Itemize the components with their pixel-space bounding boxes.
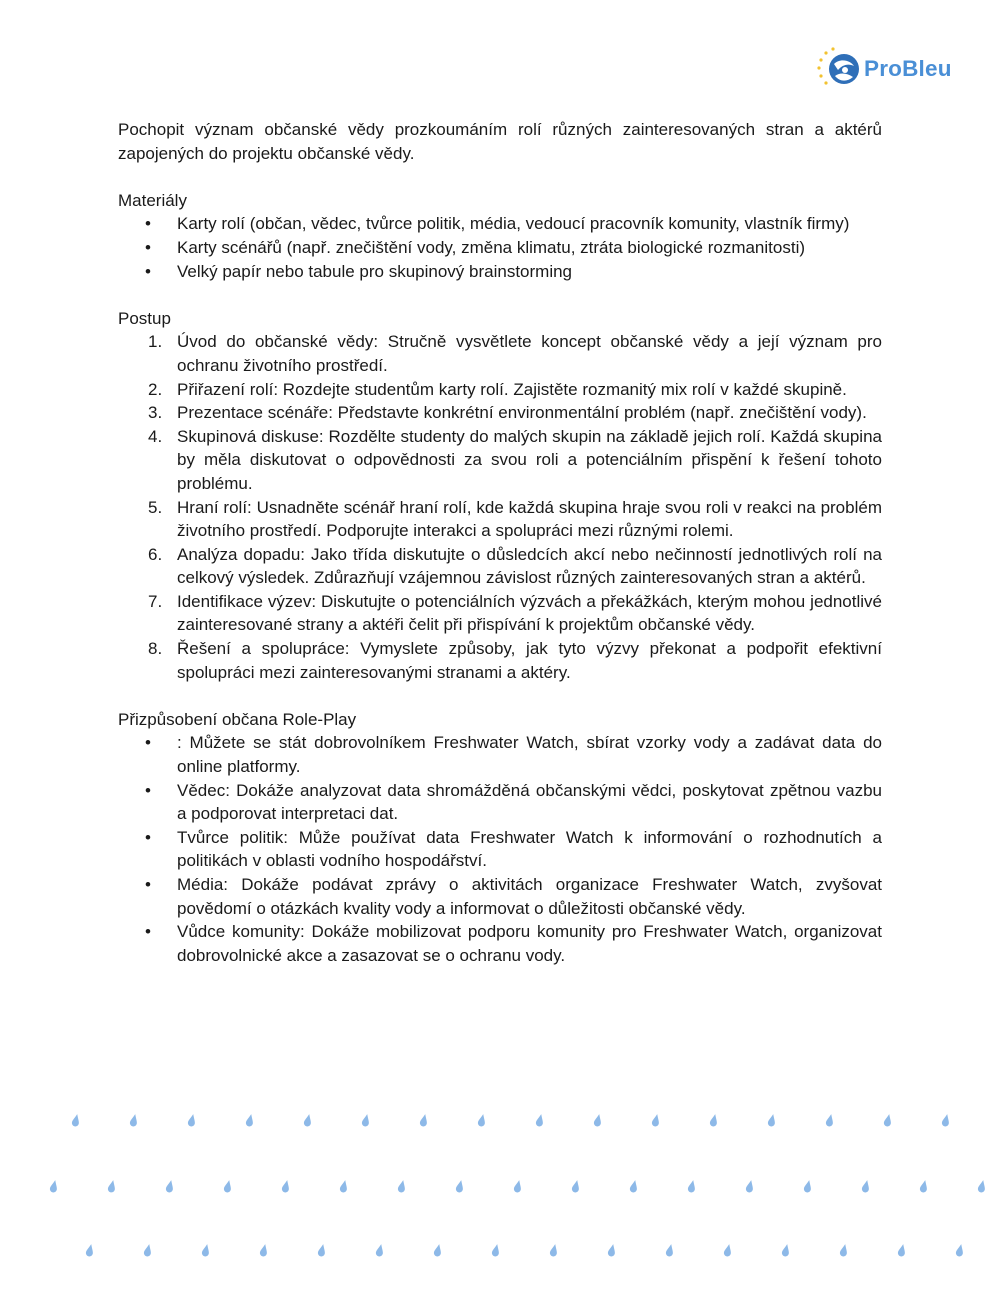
document-body: [118, 118, 882, 967]
step-number: 4.: [148, 426, 163, 446]
water-drop-icon: [825, 1113, 834, 1127]
water-drop-icon: [941, 1113, 950, 1127]
water-drop-icon: [883, 1113, 892, 1127]
step-number: 8.: [148, 639, 163, 659]
step-text: Přiřazení rolí: Rozdejte studentům karty rolí. Zajistěte rozmanitý mix rolí v každé skupině.: [177, 379, 847, 399]
water-drop-icon: [281, 1179, 290, 1193]
list-item: [118, 378, 882, 402]
list-item: [118, 543, 882, 590]
list-item: [118, 590, 882, 637]
step-text: Identifikace výzev: Diskutujte o potenciálních výzvách a překážkách, kterým mohou jednotlivé zainteresované strany a aktéři čelit při přispívání k projektům občanské vědy.: [177, 591, 882, 635]
list-item: • Média: Dokáže podávat zprávy o aktivitách organizace Freshwater Watch, zvyšovat povědomí o otázkách kvality vody a informovat o důležitosti občanské vědy.: [118, 873, 882, 920]
water-drop-icon: [687, 1179, 696, 1193]
water-drop-icon: [607, 1243, 616, 1257]
water-drop-icon: [143, 1243, 152, 1257]
step-text: Řešení a spolupráce: Vymyslete způsoby, jak tyto výzvy překonat a podpořit efektivní spolupráci mezi zainteresovanými stranami a aktéry.: [177, 639, 882, 682]
list-item: • Vůdce komunity: Dokáže mobilizovat podporu komunity pro Freshwater Watch, organizovat dobrovolnické akce a zasazovat se o ochranu vody.: [118, 920, 882, 967]
water-drop-icon: [107, 1179, 116, 1193]
list-item: • : Můžete se stát dobrovolníkem Freshwater Watch, sbírat vzorky vody a zadávat data do online platformy.: [118, 731, 882, 778]
step-text: Hraní rolí: Usnadněte scénář hraní rolí, kde každá skupina hraje svou roli v reakci na problém životního prostředí. Podporujte interakci a spolupráci mezi různými rolemi.: [177, 497, 882, 541]
water-drop-icon: [223, 1179, 232, 1193]
water-drop-icon: [571, 1179, 580, 1193]
water-drop-icon: [187, 1113, 196, 1127]
water-drop-icon: [433, 1243, 442, 1257]
step-number: 6.: [148, 544, 163, 564]
water-drop-icon: [85, 1243, 94, 1257]
water-drop-icon: [767, 1113, 776, 1127]
probleu-logo: [814, 46, 964, 92]
step-number: 5.: [148, 497, 163, 517]
water-drop-icon: [629, 1179, 638, 1193]
step-number: 3.: [148, 403, 163, 423]
water-drop-icon: [71, 1113, 80, 1127]
water-drop-icon: [397, 1179, 406, 1193]
list-item: • Karty scénářů (např. znečištění vody, změna klimatu, ztráta biologické rozmanitosti): [118, 236, 882, 260]
water-drop-icon: [535, 1113, 544, 1127]
water-drop-icon: [651, 1113, 660, 1127]
water-drop-icon: [549, 1243, 558, 1257]
procedure-list: [118, 330, 882, 684]
step-number: 7.: [148, 591, 163, 611]
list-item: [118, 496, 882, 543]
water-drop-icon: [977, 1179, 986, 1193]
water-drop-icon: [477, 1113, 486, 1127]
list-item: • Velký papír nebo tabule pro skupinový brainstorming: [118, 260, 882, 284]
water-drop-icon: [201, 1243, 210, 1257]
water-drop-icon: [317, 1243, 326, 1257]
water-drop-icon: [339, 1179, 348, 1193]
probleu-emblem-icon: [814, 46, 862, 92]
water-drop-icon: [781, 1243, 790, 1257]
step-text: Úvod do občanské vědy: Stručně vysvětlete koncept občanské vědy a její význam pro ochranu životního prostředí.: [177, 332, 882, 375]
water-drops-decoration: [0, 1100, 1000, 1294]
list-item: • Tvůrce politik: Může používat data Freshwater Watch k informování o rozhodnutích a politikách v oblasti vodního hospodářství.: [118, 826, 882, 873]
list-item: • Vědec: Dokáže analyzovat data shromážděná občanskými vědci, poskytovat zpětnou vazbu a podporovat interpretaci dat.: [118, 779, 882, 826]
adaptation-list: [118, 731, 882, 967]
water-drop-icon: [375, 1243, 384, 1257]
adaptation-heading: Přizpůsobení občana Role-Play: [118, 709, 357, 729]
intro-paragraph: Pochopit význam občanské vědy prozkoumáním rolí různých zainteresovaných stran a aktérů zapojených do projektu občanské vědy.: [118, 120, 882, 163]
water-drop-icon: [49, 1179, 58, 1193]
list-item: [118, 401, 882, 425]
water-drop-icon: [897, 1243, 906, 1257]
materials-heading: Materiály: [118, 190, 187, 210]
water-drop-icon: [129, 1113, 138, 1127]
water-drop-icon: [455, 1179, 464, 1193]
water-drop-icon: [665, 1243, 674, 1257]
water-drop-icon: [165, 1179, 174, 1193]
step-text: Analýza dopadu: Jako třída diskutujte o důsledcích akcí nebo nečinností jednotlivých rolí na celkový výsledek. Zdůrazňují vzájemnou závislost různých zainteresovaných stran a aktérů.: [177, 544, 882, 588]
step-text: Prezentace scénáře: Představte konkrétní environmentální problém (např. znečištění vody).: [177, 403, 867, 423]
list-item: [118, 425, 882, 496]
water-drop-icon: [919, 1179, 928, 1193]
water-drop-icon: [259, 1243, 268, 1257]
water-drop-icon: [303, 1113, 312, 1127]
list-item: [118, 637, 882, 684]
water-drop-icon: [361, 1113, 370, 1127]
procedure-heading: Postup: [118, 308, 171, 328]
water-drop-icon: [593, 1113, 602, 1127]
water-drop-icon: [745, 1179, 754, 1193]
water-drop-icon: [723, 1243, 732, 1257]
water-drop-icon: [245, 1113, 254, 1127]
logo-text: ProBleu: [864, 56, 952, 81]
water-drop-icon: [419, 1113, 428, 1127]
water-drop-icon: [709, 1113, 718, 1127]
list-item: • Karty rolí (občan, vědec, tvůrce politik, média, vedoucí pracovník komunity, vlastník firmy): [118, 212, 882, 236]
water-drop-icon: [861, 1179, 870, 1193]
water-drop-icon: [839, 1243, 848, 1257]
step-number: 1.: [148, 332, 163, 352]
water-drop-icon: [803, 1179, 812, 1193]
step-number: 2.: [148, 379, 163, 399]
materials-list: [118, 212, 882, 283]
water-drop-icon: [955, 1243, 964, 1257]
step-text: Skupinová diskuse: Rozdělte studenty do malých skupin na základě jejich rolí. Každá skupina by měla diskutovat o odpovědnosti za svou roli a potenciálním přispění k řešení tohoto problému.: [177, 426, 882, 493]
water-drop-icon: [491, 1243, 500, 1257]
list-item: [118, 330, 882, 377]
water-drop-icon: [513, 1179, 522, 1193]
